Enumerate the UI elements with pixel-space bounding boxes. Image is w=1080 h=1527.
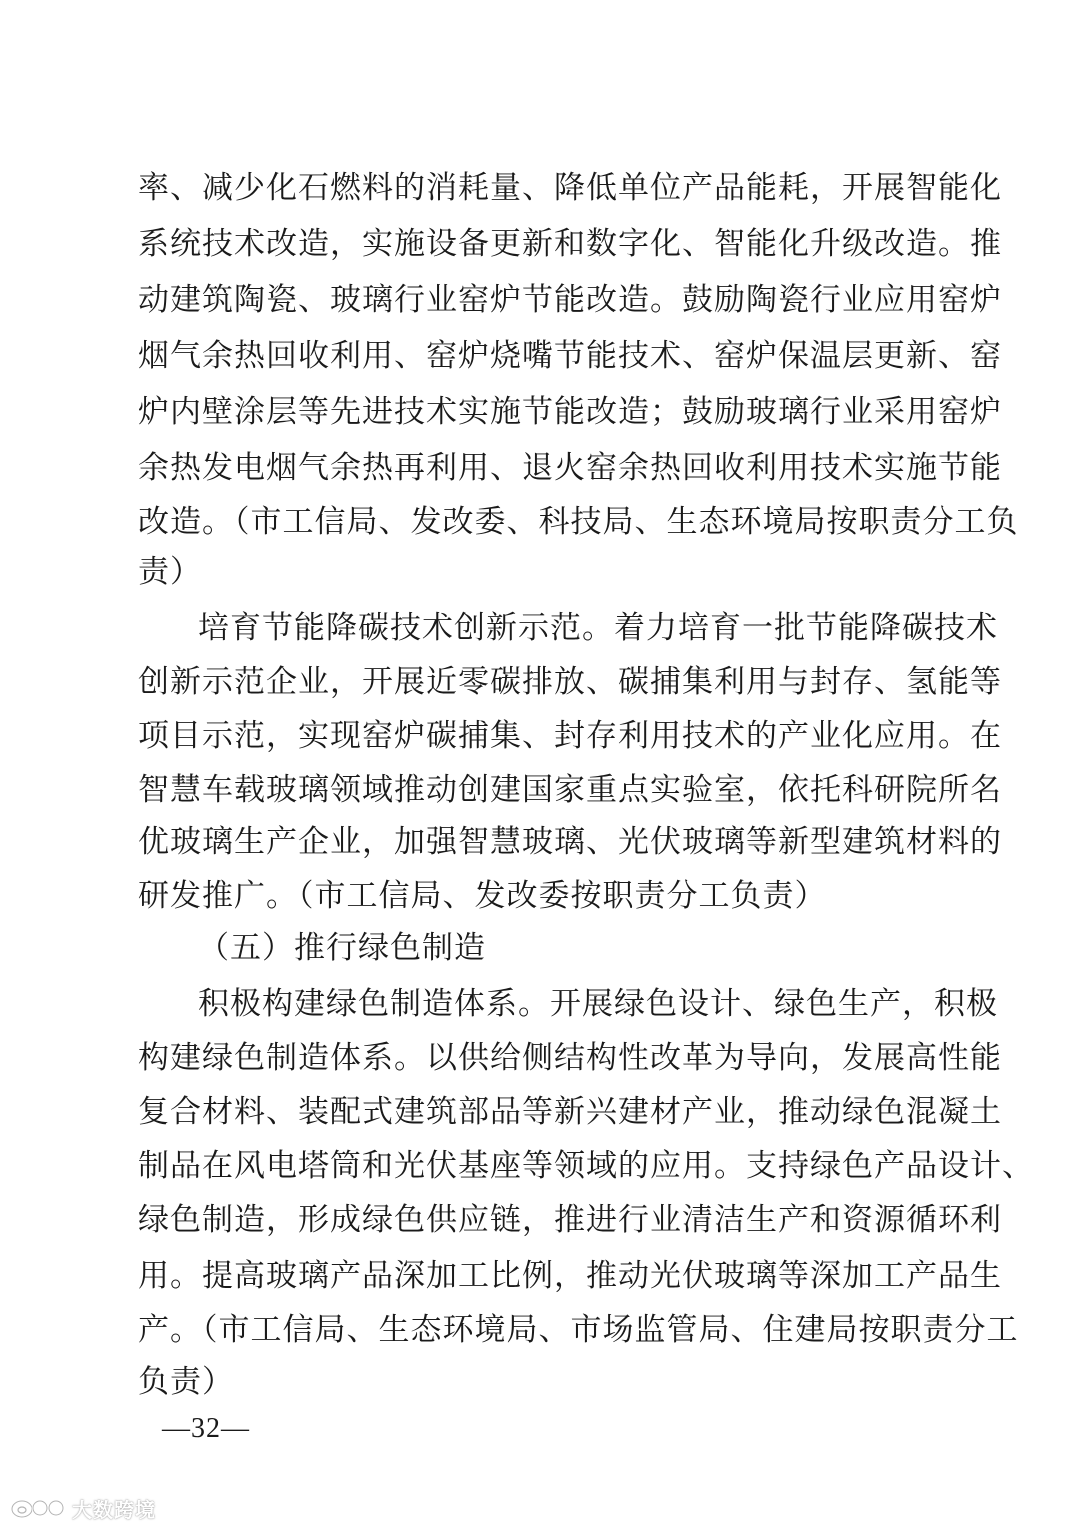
paragraph-3-line: 积极构建绿色制造体系。开展绿色设计、绿色生产，积极 <box>198 986 998 1022</box>
watermark <box>10 1493 156 1523</box>
paragraph-2-line: 智慧车载玻璃领域推动创建国家重点实验室，依托科研院所名 <box>138 772 1002 808</box>
paragraph-1-line: 动建筑陶瓷、玻璃行业窑炉节能改造。鼓励陶瓷行业应用窑炉 <box>138 282 1002 318</box>
paragraph-2-line: 研发推广。（市工信局、发改委按职责分工负责） <box>138 878 827 914</box>
paragraph-1-line: 余热发电烟气余热再利用、退火窑余热回收利用技术实施节能 <box>138 450 1002 486</box>
section-heading: （五）推行绿色制造 <box>198 930 486 966</box>
paragraph-1-line: 率、减少化石燃料的消耗量、降低单位产品能耗，开展智能化 <box>138 170 1002 206</box>
paragraph-1-line: 系统技术改造，实施设备更新和数字化、智能化升级改造。推 <box>138 226 1002 262</box>
paragraph-1-line: 炉内壁涂层等先进技术实施节能改造；鼓励玻璃行业采用窑炉 <box>138 394 1002 430</box>
paragraph-2-line: 项目示范，实现窑炉碳捕集、封存利用技术的产业化应用。在 <box>138 718 1002 754</box>
weibo-style-logo-icon <box>10 1496 66 1520</box>
paragraph-2-line: 创新示范企业，开展近零碳排放、碳捕集利用与封存、氢能等 <box>138 664 1002 700</box>
paragraph-1-line: 改造。（市工信局、发改委、科技局、生态环境局按职责分工负 <box>138 504 1019 540</box>
paragraph-3-line: 用。提高玻璃产品深加工比例，推动光伏玻璃等深加工产品生 <box>138 1258 1002 1294</box>
paragraph-3-line: 绿色制造，形成绿色供应链，推进行业清洁生产和资源循环利 <box>138 1202 1002 1238</box>
paragraph-3-line: 构建绿色制造体系。以供给侧结构性改革为导向，发展高性能 <box>138 1040 1002 1076</box>
paragraph-3-line: 复合材料、装配式建筑部品等新兴建材产业，推动绿色混凝土 <box>138 1094 1002 1130</box>
paragraph-1-line: 烟气余热回收利用、窑炉烧嘴节能技术、窑炉保温层更新、窑 <box>138 338 1002 374</box>
paragraph-2-line: 优玻璃生产企业，加强智慧玻璃、光伏玻璃等新型建筑材料的 <box>138 824 1002 860</box>
paragraph-2-line: 培育节能降碳技术创新示范。着力培育一批节能降碳技术 <box>198 610 998 646</box>
page-number: —32— <box>162 1413 250 1444</box>
paragraph-1-line: 责） <box>138 554 202 590</box>
paragraph-3-line: 产。（市工信局、生态环境局、市场监管局、住建局按职责分工 <box>138 1312 1019 1348</box>
watermark-text: 大数跨境 <box>72 1497 156 1522</box>
paragraph-3-line: 制品在风电塔筒和光伏基座等领域的应用。支持绿色产品设计、 <box>138 1148 1034 1184</box>
paragraph-3-line: 负责） <box>138 1364 234 1400</box>
